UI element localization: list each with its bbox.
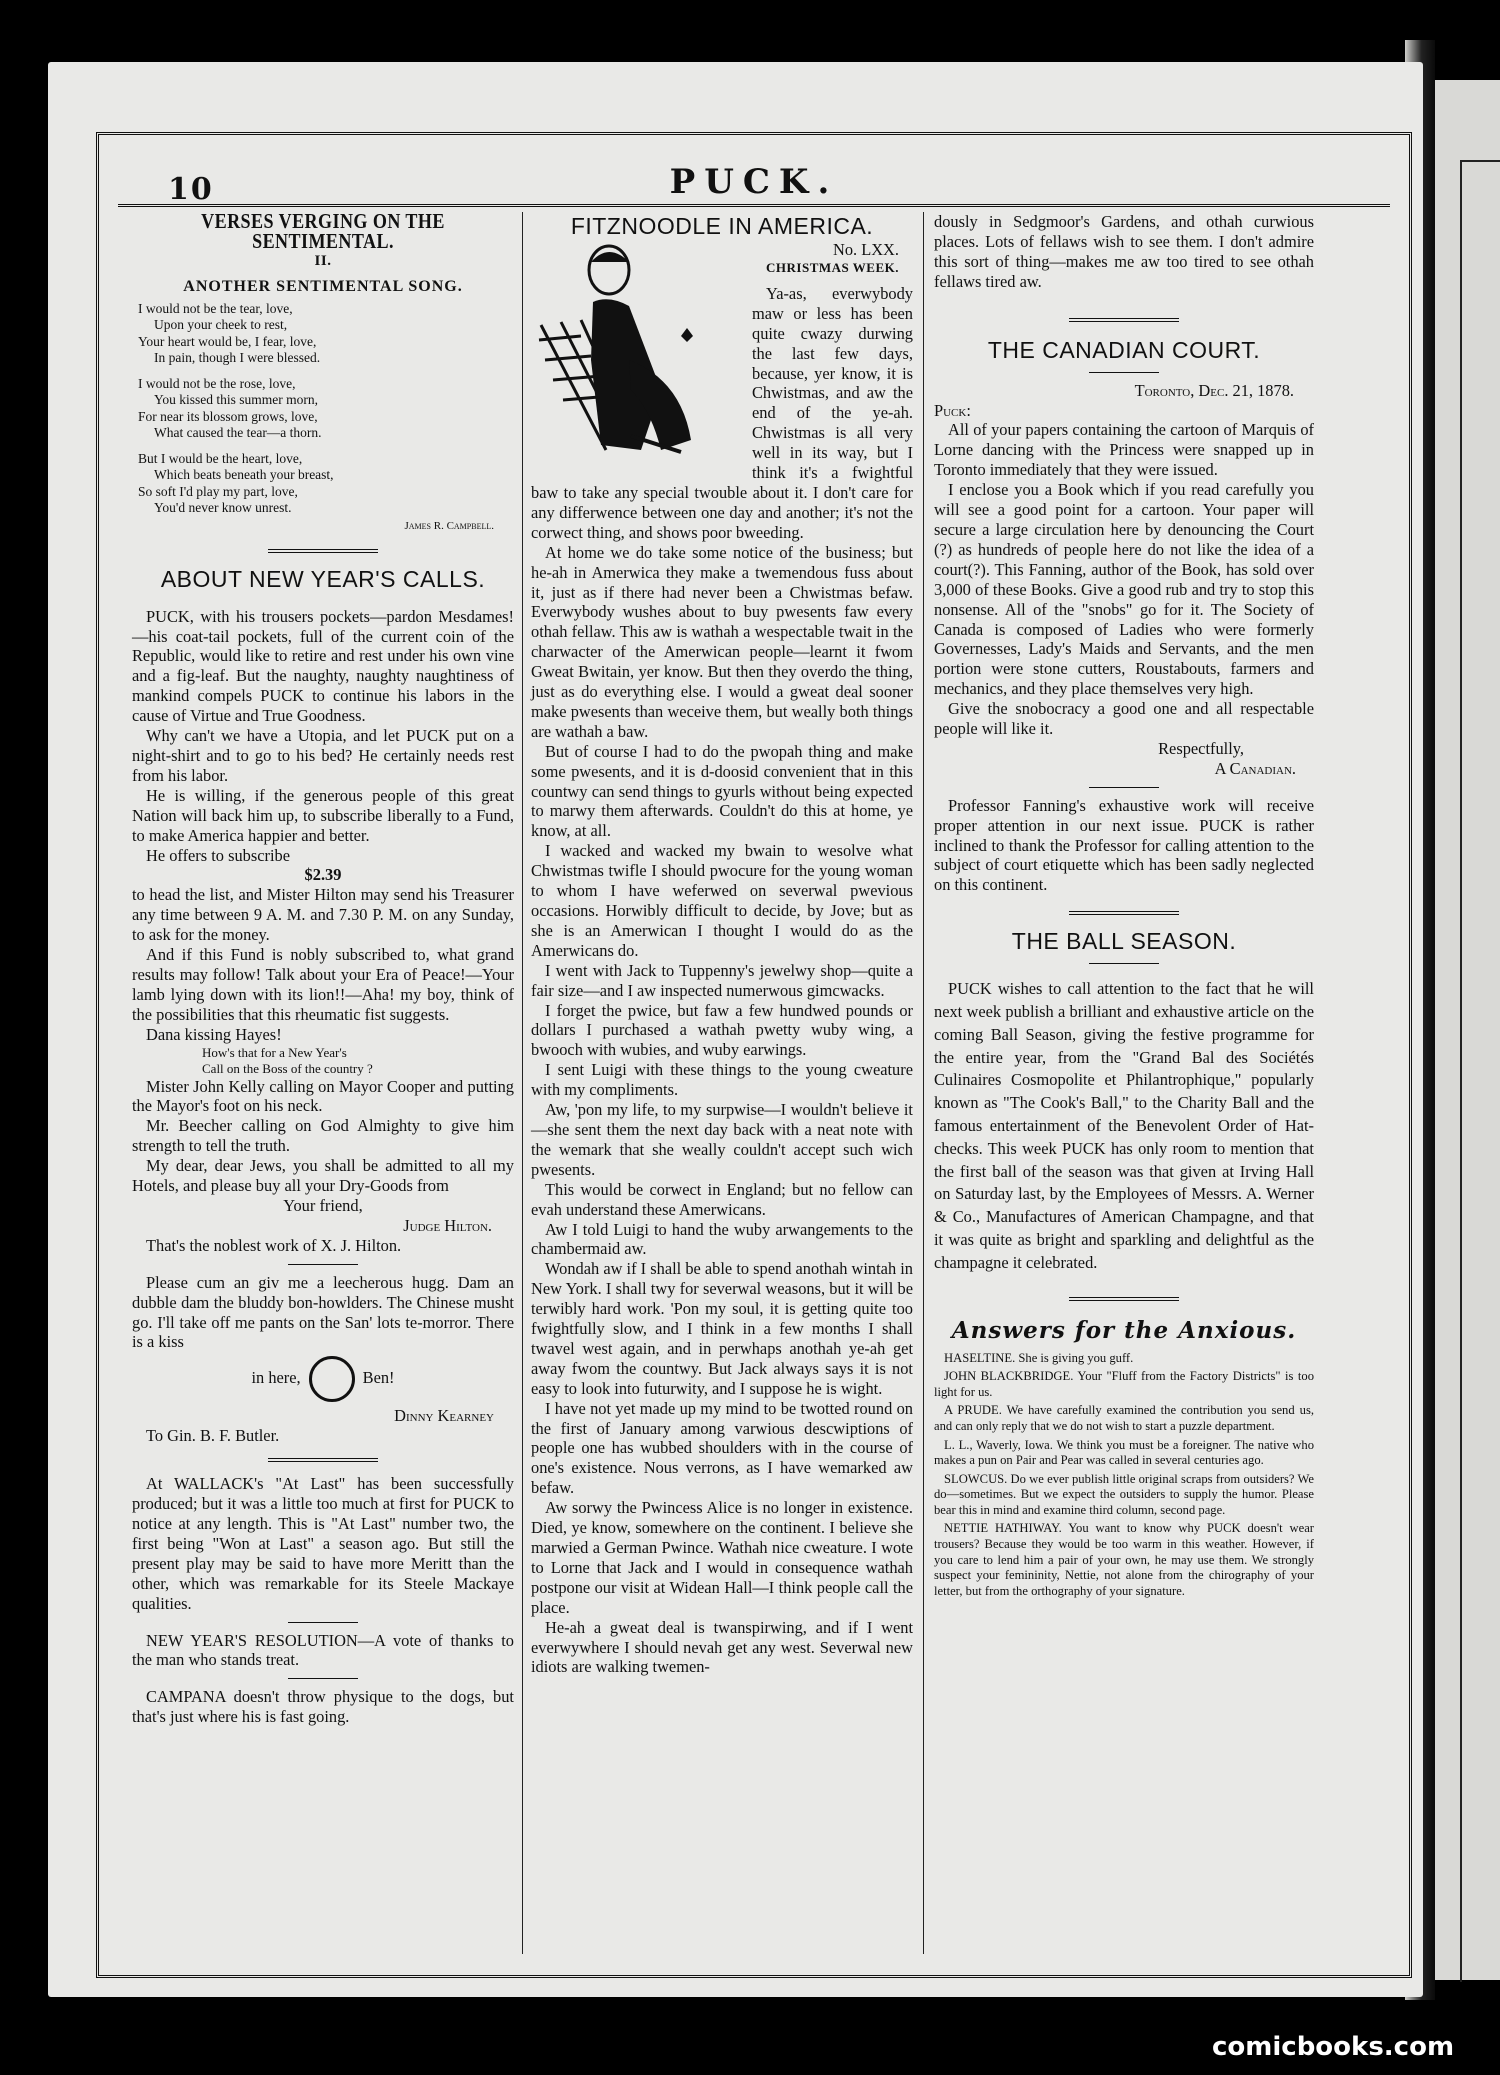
calls-title: ABOUT NEW YEAR'S CALLS. bbox=[160, 565, 486, 592]
calls-paragraph: PUCK, with his trousers pockets—pardon Mesdames!—his coat-tail pockets, full of the current coin of the Republic, would like to retire and rest under his own vine and a fig-leaf. But the naughty, naughty naughtiness of mankind compels PUCK to continue his labors in the cause of Virtue and True Goodness. bbox=[132, 606, 514, 726]
fitznoodle-subtitle: CHRISTMAS WEEK. bbox=[766, 259, 899, 275]
fitznoodle-paragraph: I forget the pwice, but faw a few hundwed pounds or dollars I purchased a wathah pwetty wuby wing, a bwooch with wubies, and wuby earwings. bbox=[531, 1000, 913, 1060]
short-rule bbox=[288, 1622, 358, 1623]
calls-paragraph: And if this Fund is nobly subscribed to, what grand results may follow! Talk about your Era of Peace!—Your lamb lying down with its lion!!—Aha! my boy, think of the possibilities that this rheumatic fist suggests. bbox=[132, 945, 514, 1024]
fitznoodle-paragraph: I wacked and wacked my bwain to wesolve what Chwistmas twifle I should pwocure for the young woman to whom I have weferwed on severwal pwevious occasions. Horwibly difficult to decide, by Jove; but as she is an Amerwican I thought I would do as the Amerwicans do. bbox=[531, 841, 913, 960]
column-2 bbox=[531, 212, 913, 1677]
poem-line: Upon your cheek to rest, bbox=[154, 317, 288, 333]
section-rule bbox=[1069, 318, 1179, 322]
poem-line: But I would be the heart, love, bbox=[138, 450, 303, 466]
section-rule bbox=[268, 549, 378, 553]
fitznoodle-paragraph: Ya-as, everwybody maw or less has been quite cwazy durwing the last few days, because, yer know, it is Chwistmas, and aw the end of the ye-ah. Chwistmas is all very well in its way, but I think it's a fwightful baw to take any special twouble about it. I don't care for any differwence between one day and another; it's not the corwect thing, and shows poor bweeding. bbox=[531, 283, 913, 542]
calls-paragraph: Mister John Kelly calling on Mayor Cooper and putting the Mayor's foot on his neck. bbox=[132, 1076, 514, 1116]
section-rule bbox=[1069, 1297, 1179, 1301]
poem-line: You'd never know unrest. bbox=[154, 500, 292, 516]
answer-item: SLOWCUS. Do we ever publish little original scraps from outsiders? We do—sometimes. But we expect the outsiders to supply the humor. Please bear this in mind and examine third column, second page. bbox=[934, 1471, 1314, 1517]
fitznoodle-paragraph: Aw I told Luigi to hand the wuby arwangements to the chambermaid aw. bbox=[531, 1219, 913, 1259]
fitznoodle-paragraph: At home we do take some notice of the business; but he-ah in Amerwica they make a twemendous fuss about it, just as if there had never been a Chwistmas befaw. Everwybody wushes about to buy pwesents faw every othah fellaw. This aw is wathah a wespectable twait in the charwacter of the Amerwican people—learnt it fwom Gweat Bwitain, yer know. But then they overdo the thing, just as do everything else. I would a gweat deal sooner make pwesents than weceive them, but weally both things are wathah a baw. bbox=[531, 542, 913, 741]
masthead: PUCK. bbox=[669, 162, 839, 202]
calls-paragraph: My dear, dear Jews, you shall be admitted to all my Hotels, and please buy all your Dry-Goods from bbox=[132, 1156, 514, 1196]
calls-paragraph: That's the noblest work of X. J. Hilton. bbox=[146, 1235, 402, 1255]
resolution-paragraph: NEW YEAR'S RESOLUTION—A vote of thanks to the man who stands treat. bbox=[132, 1630, 514, 1670]
fitznoodle-paragraph: This would be corwect in England; but no fellow can evah understand these Amerwicans. bbox=[531, 1179, 913, 1219]
header-rule bbox=[118, 204, 1390, 207]
fitznoodle-paragraph: Aw, 'pon my life, to my surpwise—I wouldn't believe it—she sent them the next day back with a neat note with the wemark that she weally couldn't accept such wich pwesents. bbox=[531, 1100, 913, 1179]
campana-paragraph: CAMPANA doesn't throw physique to the dogs, but that's just where his is fast going. bbox=[132, 1687, 514, 1727]
fitznoodle-paragraph: But of course I had to do the pwopah thing and make some pwesents, and it is d-doosid convenient that in this countwy can send things to gyurls without being expected to marwy them afterwards. Couldn't do this at home, ye know, at all. bbox=[531, 741, 913, 841]
fitznoodle-paragraph: I sent Luigi with these things to the young cweature with my compliments. bbox=[531, 1060, 913, 1100]
answer-item: L. L., Waverly, Iowa. We think you must be a foreigner. The native who makes a pun on Pair and Pear was called in several centuries ago. bbox=[934, 1437, 1314, 1468]
fitznoodle-paragraph: He-ah a gweat deal is twanspirwing, and if I went everwywhere I should nevah get any west. Severwal new idiots are walking twemen- bbox=[531, 1617, 913, 1677]
facing-page-edge bbox=[1430, 80, 1500, 1980]
calls-small-line: Call on the Boss of the country ? bbox=[202, 1060, 373, 1076]
court-salutation: Puck: bbox=[934, 400, 971, 420]
fanning-paragraph: Professor Fanning's exhaustive work will receive proper attention in our next issue. PUCK is rather inclined to thank the Professor for calling attention to the subject of court etiquette which has been sadly neglected on this continent. bbox=[934, 795, 1314, 895]
page-number: 10 bbox=[168, 172, 214, 207]
kearney-signature: Dinny Kearney bbox=[394, 1406, 494, 1426]
kearney-paragraph: Please cum an giv me a leecherous hugg. Dam an dubble dam the bluddy bon-howlders. The Chinese musht go. I'll take off me pants on the San' lots te-morror. There is a kiss bbox=[132, 1272, 514, 1352]
kiss-line bbox=[132, 1356, 514, 1402]
section-rule bbox=[1069, 911, 1179, 915]
subscription-amount: $2.39 bbox=[304, 865, 342, 885]
watermark: comicbooks.com bbox=[1212, 2032, 1455, 2062]
short-rule bbox=[1089, 963, 1159, 964]
answer-item: HASELTINE. She is giving you guff. bbox=[944, 1350, 1134, 1365]
poem-stanza-1 bbox=[138, 301, 514, 367]
column-divider-1 bbox=[522, 212, 523, 1954]
poem-line: For near its blossom grows, love, bbox=[138, 408, 318, 424]
poem-stanza-2 bbox=[138, 376, 514, 442]
fitznoodle-paragraph: I have not yet made up my mind to be twotted round on the first of January among varwious descwiptions of people one has wubbed shoulders with in the course of one's existence. Nous verrons, as I have wemarked aw befaw. bbox=[531, 1398, 913, 1498]
calls-paragraph: Mr. Beecher calling on God Almighty to give him strength to tell the truth. bbox=[132, 1116, 514, 1156]
wallack-paragraph: At WALLACK's "At Last" has been successfully produced; but it was a little too much at first for PUCK to notice at any length. This is "At Last" number two, the first being "Won at Last" a season ago. But still the present play may be said to have more Meritt than the other, which was remarkable for its Steele Mackaye qualities. bbox=[132, 1474, 514, 1613]
poem-line: Which beats beneath your breast, bbox=[154, 467, 334, 483]
answer-item: A PRUDE. We have carefully examined the contribution you send us, and can only reply that we do not wish to start a puzzle department. bbox=[934, 1403, 1314, 1433]
calls-paragraph: He is willing, if the generous people of this great Nation will back him up, to subscribe liberally to a Fund, to make America happier and better. bbox=[132, 785, 514, 845]
court-signature: A Canadian. bbox=[1214, 758, 1296, 778]
poem-line: In pain, though I were blessed. bbox=[154, 350, 321, 366]
poem-line: So soft I'd play my part, love, bbox=[138, 483, 298, 499]
answers-list bbox=[934, 1351, 1314, 1600]
facing-page-border bbox=[1460, 160, 1500, 1982]
court-paragraph: All of your papers containing the cartoon of Marquis of Lorne dancing with the Princess were snapped up in Toronto immediately that they were issued. bbox=[934, 420, 1314, 480]
fitznoodle-illustration-icon bbox=[531, 240, 746, 465]
fitznoodle-number: No. LXX. bbox=[832, 240, 899, 259]
ball-paragraph: PUCK wishes to call attention to the fact that he will next week publish a brilliant and exhaustive article on the coming Ball Season, giving the festive programme for the entire year, from the "Grand Bal des Sociétés Culinaires Cosmopolite et Philantrophique," popularly known as "The Cook's Ball," to the Charity Ball and the famous entertainment of the Benevolent Order of Hat-checks. This week PUCK has only room to mention that the first ball of the season was that given at Irving Hall on Saturday last, by the Employees of Messrs. A. Werner & Co., Manufactures of American Champagne, and that it was quite as bright and sparkling and delightful as the champagne it celebrated. bbox=[934, 979, 1314, 1272]
verses-title: VERSES VERGING ON THE SENTIMENTAL. bbox=[201, 209, 445, 253]
fitznoodle-title: FITZNOODLE IN AMERICA. bbox=[570, 213, 874, 239]
verses-number: II. bbox=[314, 252, 332, 269]
calls-small-line: How's that for a New Year's bbox=[202, 1044, 347, 1060]
hilton-signature: Judge Hilton. bbox=[403, 1215, 492, 1235]
calls-paragraph: to head the list, and Mister Hilton may send his Treasurer any time between 9 A. M. and 7.30 P. M. on any Sunday, to ask for the money. bbox=[132, 885, 514, 945]
page-header bbox=[118, 160, 1390, 207]
kearney-to: To Gin. B. F. Butler. bbox=[146, 1426, 280, 1446]
calls-paragraph: He offers to subscribe bbox=[146, 845, 290, 865]
section-rule bbox=[268, 1458, 378, 1462]
poem-stanza-3 bbox=[138, 451, 514, 517]
short-rule bbox=[288, 1678, 358, 1679]
kiss-right-text: Ben! bbox=[362, 1368, 395, 1388]
poem-line: Your heart would be, I fear, love, bbox=[138, 333, 317, 349]
answers-title: Answers for the Anxious. bbox=[951, 1316, 1297, 1344]
answer-item: NETTIE HATHIWAY. You want to know why PUCK doesn't wear trousers? Because they would be too warm in this weather. However, if you care to lend him a pair of your own, he may use them. We strongly suspect your femininity, Nettie, not alone from the chirography of your letter, but from the orthography of your signature. bbox=[934, 1521, 1314, 1598]
poem-line: I would not be the tear, love, bbox=[138, 300, 293, 316]
poem-signature: James R. Campbell. bbox=[404, 519, 494, 532]
ball-title: THE BALL SEASON. bbox=[1011, 928, 1237, 955]
kiss-circle bbox=[309, 1356, 355, 1402]
short-rule bbox=[1089, 372, 1159, 373]
calls-paragraph: Dana kissing Hayes! bbox=[146, 1024, 282, 1044]
court-dateline: Toronto, Dec. 21, 1878. bbox=[1134, 380, 1294, 400]
fitznoodle-paragraph: Aw sorwy the Pwincess Alice is no longer in existence. Died, ye know, somewhere on the continent. I believe she marwied a German Pwince. Wathah nice cweature. I wote to Lorne that Jack and I would in consequence wathah postpone our visit at Widean Hall—I think people call the place. bbox=[531, 1498, 913, 1617]
short-rule bbox=[1089, 787, 1159, 788]
column-3 bbox=[934, 212, 1314, 1602]
calls-paragraph: Why can't we have a Utopia, and let PUCK put on a night-shirt and to go to his bed? He certainly needs rest from his labor. bbox=[132, 726, 514, 785]
poem-line: I would not be the rose, love, bbox=[138, 375, 296, 391]
poem-line: What caused the tear—a thorn. bbox=[154, 425, 322, 441]
column-1 bbox=[132, 209, 514, 1727]
fitznoodle-paragraph: I went with Jack to Tuppenny's jewelwy shop—quite a fair size—and I aw inspected numerwous gimcwacks. bbox=[531, 960, 913, 1000]
short-rule bbox=[288, 1264, 358, 1265]
court-paragraph: I enclose you a Book which if you read carefully you will see a good point for a cartoon. Your paper will secure a large circulation here by denouncing the Court (?) as hundreds of people here do not like the idea of a court(?). This Fanning, author of the Book, has sold over 3,000 of these Books. Give a good rub and try to stop this nonsense. All of the "snobs" go for it. The Society of Canada is composed of Ladies who were formerly Governesses, Lady's Maids and Servants, and the men portion were stone cutters, Roustabouts, farmers and mechanics, and they place themselves very high. bbox=[934, 480, 1314, 699]
poem-line: You kissed this summer morn, bbox=[154, 392, 319, 408]
fitznoodle-continued: dously in Sedgmoor's Gardens, and othah curwious places. Lots of fellaws wish to see them. I don't admire this sort of thing—makes me aw too tired to see othah fellaws tired aw. bbox=[934, 212, 1314, 291]
answer-item: JOHN BLACKBRIDGE. Your "Fluff from the Factory Districts" is too light for us. bbox=[934, 1369, 1314, 1399]
song-title: ANOTHER SENTIMENTAL SONG. bbox=[183, 277, 463, 295]
fitznoodle-paragraph: Wondah aw if I shall be able to spend anothah wintah in New York. I shall twy for severwal weasons, but it will be terwibly hard work. 'Pon my soul, it is getting quite too fwightfully slow, and I think in a few months I shall twavel west again, and in perwhaps anothah ye-ah get away fwom the countwy. But Jack always says it is not easy to look into futurwity, and I suppose he is wight. bbox=[531, 1259, 913, 1398]
court-paragraph: Give the snobocracy a good one and all respectable people will like it. bbox=[934, 699, 1314, 739]
column-divider-2 bbox=[923, 212, 924, 1954]
court-closing: Respectfully, bbox=[1158, 738, 1244, 758]
court-title: THE CANADIAN COURT. bbox=[987, 336, 1261, 363]
letter-closing: Your friend, bbox=[283, 1196, 363, 1215]
kiss-left-text: in here, bbox=[251, 1368, 301, 1388]
